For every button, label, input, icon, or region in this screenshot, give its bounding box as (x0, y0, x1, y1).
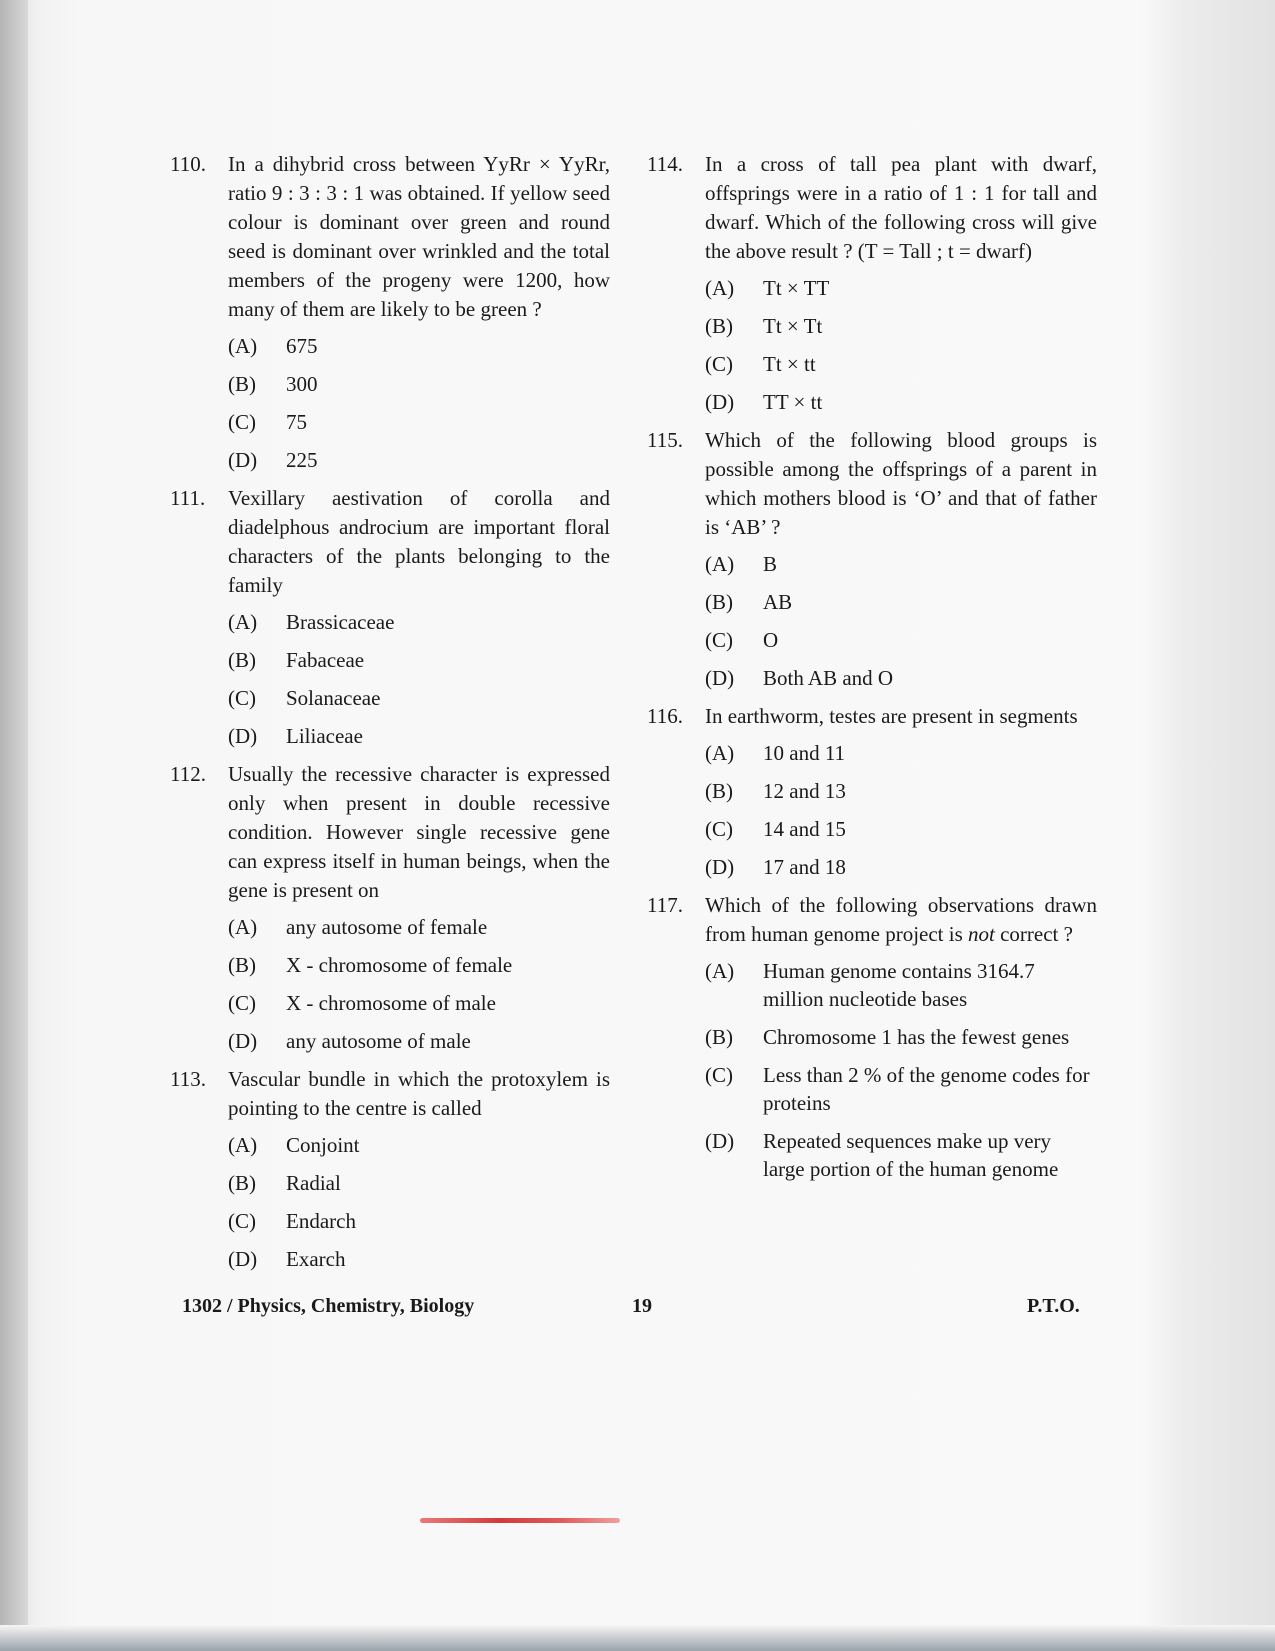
option-d (705, 664, 1097, 692)
option-text: 14 and 15 (763, 817, 846, 841)
option-text: Conjoint (286, 1133, 360, 1157)
option-text: Brassicaceae (286, 610, 395, 634)
footer-paper-code: 1302 / Physics, Chemistry, Biology (182, 1295, 475, 1317)
option-text: Fabaceae (286, 648, 365, 672)
option-label: (C) (228, 991, 256, 1015)
question-text: Usually the recessive character is expressed only when present in double recessive condition. However single recessive gene can express itself in human beings, when the gene is present on (228, 762, 610, 902)
question-number: 115. (647, 428, 683, 452)
option-c (705, 350, 1097, 378)
option-label: (A) (228, 1133, 258, 1157)
option-text: X - chromosome of male (286, 991, 496, 1015)
option-label: (A) (705, 552, 735, 576)
option-label: (D) (705, 666, 735, 690)
option-text: 75 (286, 410, 307, 434)
option-label: (D) (705, 855, 735, 879)
option-a (228, 608, 610, 636)
options-list (705, 957, 1097, 1183)
option-label: (A) (228, 334, 258, 358)
footer-pto: P.T.O. (1027, 1295, 1080, 1317)
options-list (228, 913, 610, 1055)
option-label: (D) (228, 724, 258, 748)
option-text: Chromosome 1 has the fewest genes (763, 1025, 1070, 1049)
option-b (228, 370, 610, 398)
question-number: 117. (647, 893, 683, 917)
question-text: Vexillary aestivation of corolla and diadelphous androcium are important floral characters of the plants belonging to the family (228, 486, 610, 597)
option-text: Endarch (286, 1209, 356, 1233)
options-list (228, 608, 610, 750)
option-a (705, 550, 1097, 578)
option-text: B (763, 552, 778, 576)
question-number: 114. (647, 152, 683, 176)
option-c (705, 626, 1097, 654)
option-text: any autosome of female (286, 915, 488, 939)
option-text: AB (763, 590, 793, 614)
question-text-part: correct ? (994, 922, 1073, 946)
option-label: (A) (705, 959, 735, 983)
option-c (705, 815, 1097, 843)
option-d (228, 1027, 610, 1055)
option-text: 17 and 18 (763, 855, 846, 879)
option-text: Human genome contains 3164.7 million nucleotide bases (763, 959, 1035, 1011)
option-label: (D) (228, 1247, 258, 1271)
option-b (705, 777, 1097, 805)
options-list (705, 739, 1097, 881)
option-d (228, 722, 610, 750)
question-117 (647, 891, 1097, 1183)
option-text: Less than 2 % of the genome codes for proteins (763, 1063, 1090, 1115)
question-113 (170, 1065, 610, 1273)
option-label: (B) (705, 1025, 733, 1049)
option-text: Tt × Tt (763, 314, 823, 338)
question-116 (647, 702, 1097, 881)
option-c (228, 684, 610, 712)
question-number: 111. (170, 486, 206, 510)
question-text-part: Which of the following observations drawn from human genome project is (705, 893, 1097, 946)
option-text: 12 and 13 (763, 779, 846, 803)
left-column (170, 150, 610, 1283)
option-label: (C) (705, 352, 733, 376)
question-number: 113. (170, 1067, 206, 1091)
option-label: (A) (228, 915, 258, 939)
option-label: (D) (705, 390, 735, 414)
option-label: (A) (228, 610, 258, 634)
option-text: 300 (286, 372, 318, 396)
option-label: (D) (228, 1029, 258, 1053)
option-d (705, 853, 1097, 881)
option-label: (C) (228, 410, 256, 434)
question-111 (170, 484, 610, 750)
option-label: (B) (705, 779, 733, 803)
option-a (705, 274, 1097, 302)
options-list (705, 550, 1097, 692)
question-number: 110. (170, 152, 206, 176)
option-label: (A) (705, 276, 735, 300)
option-label: (B) (228, 372, 256, 396)
option-text: Both AB and O (763, 666, 894, 690)
option-c (228, 989, 610, 1017)
option-b (705, 312, 1097, 340)
option-c (228, 408, 610, 436)
option-text: X - chromosome of female (286, 953, 513, 977)
option-b (228, 1169, 610, 1197)
option-label: (C) (228, 686, 256, 710)
question-text: In a dihybrid cross between YyRr × YyRr, ratio 9 : 3 : 3 : 1 was obtained. If yellow seed colour is dominant over green and round seed is dominant over wrinkled and the total members of the progeny were 1200, how many of them are likely to be green ? (228, 152, 610, 321)
option-label: (B) (228, 953, 256, 977)
option-b (228, 646, 610, 674)
option-label: (B) (228, 1171, 256, 1195)
option-d (705, 388, 1097, 416)
option-text: 10 and 11 (763, 741, 846, 765)
option-text: O (763, 628, 779, 652)
option-label: (B) (705, 590, 733, 614)
option-a (705, 957, 1097, 1013)
scan-bottom-edge (0, 1625, 1275, 1651)
question-text (705, 891, 1097, 949)
option-text: any autosome of male (286, 1029, 471, 1053)
options-list (705, 274, 1097, 416)
option-text: 675 (286, 334, 318, 358)
option-text: TT × tt (763, 390, 823, 414)
option-d (228, 1245, 610, 1273)
question-text: In earthworm, testes are present in segments (705, 704, 1078, 728)
question-text: Vascular bundle in which the protoxylem is pointing to the centre is called (228, 1067, 610, 1120)
option-label: (D) (228, 448, 258, 472)
question-number: 116. (647, 704, 683, 728)
option-d (228, 446, 610, 474)
options-list (228, 332, 610, 474)
option-d (705, 1127, 1097, 1183)
option-b (705, 588, 1097, 616)
option-text: Tt × tt (763, 352, 816, 376)
question-number: 112. (170, 762, 206, 786)
option-label: (C) (228, 1209, 256, 1233)
option-text: Tt × TT (763, 276, 830, 300)
option-a (228, 332, 610, 360)
option-b (228, 951, 610, 979)
option-label: (B) (705, 314, 733, 338)
option-label: (A) (705, 741, 735, 765)
question-text-emphasis: not (968, 922, 995, 946)
option-text: Solanaceae (286, 686, 381, 710)
question-110 (170, 150, 610, 474)
option-text: Radial (286, 1171, 341, 1195)
question-112 (170, 760, 610, 1055)
option-b (705, 1023, 1097, 1051)
red-ink-mark (420, 1518, 620, 1523)
option-text: Liliaceae (286, 724, 363, 748)
option-label: (C) (705, 817, 733, 841)
options-list (228, 1131, 610, 1273)
option-a (228, 1131, 610, 1159)
question-114 (647, 150, 1097, 416)
option-c (705, 1061, 1097, 1117)
question-text: In a cross of tall pea plant with dwarf, offsprings were in a ratio of 1 : 1 for tall and dwarf. Which of the following cross will give the above result ? (T = Tall ; t = dwarf) (705, 152, 1097, 263)
option-c (228, 1207, 610, 1235)
scan-left-shadow (0, 0, 28, 1651)
option-text: Repeated sequences make up very large portion of the human genome (763, 1129, 1059, 1181)
question-115 (647, 426, 1097, 692)
question-text: Which of the following blood groups is possible among the offsprings of a parent in which mothers blood is ‘O’ and that of father is ‘AB’ ? (705, 428, 1097, 539)
option-a (705, 739, 1097, 767)
option-label: (B) (228, 648, 256, 672)
option-a (228, 913, 610, 941)
option-label: (C) (705, 628, 733, 652)
option-text: 225 (286, 448, 318, 472)
footer-page-number: 19 (632, 1295, 652, 1317)
option-text: Exarch (286, 1247, 346, 1271)
option-label: (C) (705, 1063, 733, 1087)
option-label: (D) (705, 1129, 735, 1153)
right-column (647, 150, 1097, 1193)
